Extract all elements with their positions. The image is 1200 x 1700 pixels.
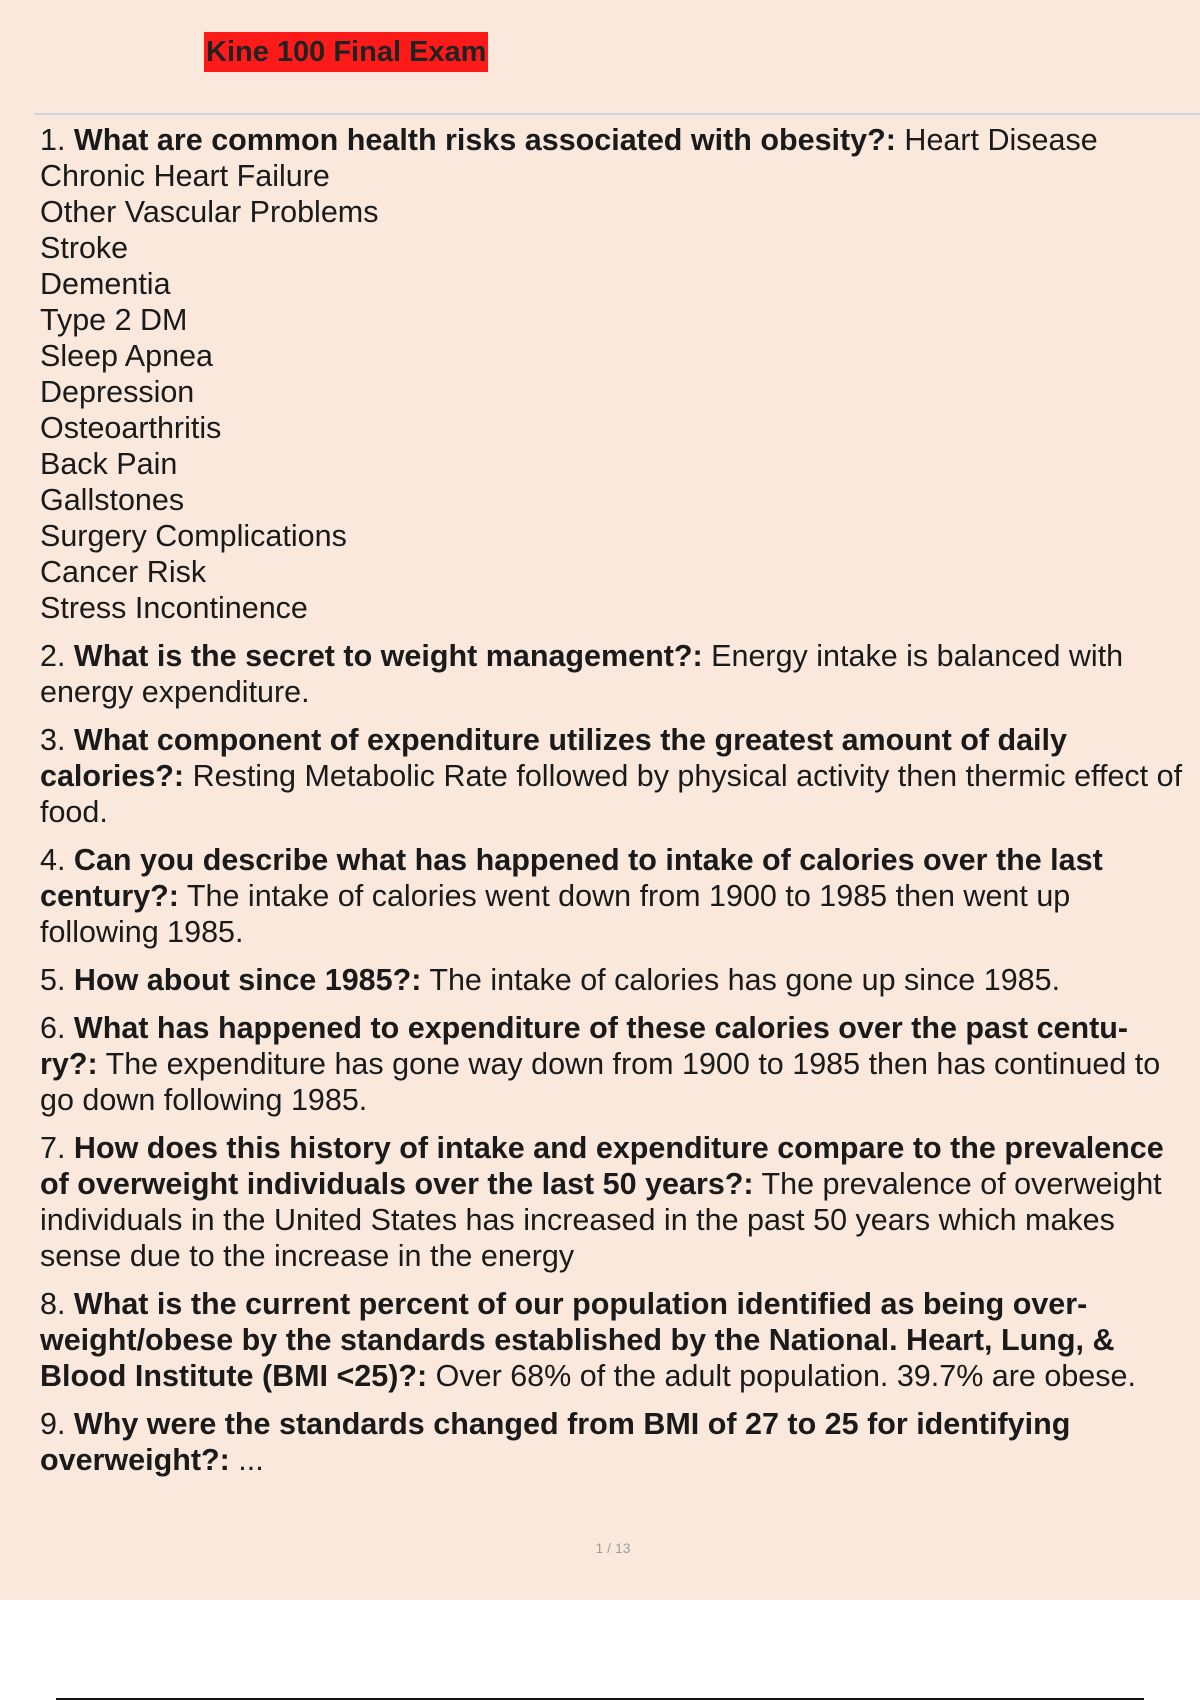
question-number: 7. bbox=[40, 1131, 66, 1165]
answer-line: Other Vascular Problems bbox=[40, 195, 379, 229]
question-number: 6. bbox=[40, 1011, 66, 1045]
question-number: 2. bbox=[40, 639, 66, 673]
answer-text: The intake of calories has gone up since 1985. bbox=[429, 963, 1061, 997]
answer-line: Osteoarthritis bbox=[40, 411, 222, 445]
question-text: What component of expenditure utilizes the greatest amount of daily calories?: bbox=[40, 723, 1067, 793]
question-item bbox=[40, 842, 1194, 950]
answer-line: Cancer Risk bbox=[40, 555, 207, 589]
answer-line: Back Pain bbox=[40, 447, 178, 481]
answer-list bbox=[40, 158, 1194, 626]
answer-text: The intake of calories went down from 1900 to 1985 then went up following 1985. bbox=[40, 879, 1071, 949]
answer-line: Chronic Heart Failure bbox=[40, 159, 330, 193]
question-number: 3. bbox=[40, 723, 66, 757]
answer-text: ... bbox=[238, 1443, 264, 1477]
question-item bbox=[40, 1406, 1194, 1478]
question-item bbox=[40, 1130, 1194, 1274]
title-divider bbox=[34, 113, 1200, 115]
answer-text: The expenditure has gone way down from 1900 to 1985 then has continued to go down following 1985. bbox=[40, 1047, 1161, 1117]
answer-line: Stroke bbox=[40, 231, 129, 265]
answer-line: Dementia bbox=[40, 267, 171, 301]
answer-text: Energy intake is balanced with energy expenditure. bbox=[40, 639, 1124, 709]
question-item bbox=[40, 962, 1194, 998]
answer-line: Gallstones bbox=[40, 483, 185, 517]
question-text: What is the current percent of our population identified as being over- weight/obese by the standards established by the National. Heart, Lung, & Blood Institute (BMI <25)?: bbox=[40, 1287, 1115, 1393]
document-title: Kine 100 Final Exam bbox=[204, 32, 488, 72]
question-list bbox=[40, 122, 1194, 1490]
answer-line: Depression bbox=[40, 375, 195, 409]
question-item bbox=[40, 722, 1194, 830]
question-item bbox=[40, 638, 1194, 710]
page-indicator: 1 / 13 bbox=[595, 1540, 631, 1556]
answer-line: Type 2 DM bbox=[40, 303, 188, 337]
question-text: How does this history of intake and expenditure compare to the prevalence of overweight individuals over the last 50 years?: bbox=[40, 1131, 1164, 1201]
question-item bbox=[40, 1286, 1194, 1394]
question-text: Why were the standards changed from BMI of 27 to 25 for identifying overweight?: bbox=[40, 1407, 1071, 1477]
question-item bbox=[40, 1010, 1194, 1118]
question-number: 4. bbox=[40, 843, 66, 877]
answer-text: Over 68% of the adult population. 39.7% are obese. bbox=[435, 1359, 1136, 1393]
question-number: 8. bbox=[40, 1287, 66, 1321]
question-number: 5. bbox=[40, 963, 66, 997]
question-text: How about since 1985?: bbox=[73, 963, 422, 997]
question-text: What has happened to expenditure of these calories over the past centu- ry?: bbox=[40, 1011, 1129, 1081]
answer-text: Heart Disease bbox=[904, 123, 1098, 157]
question-text: What is the secret to weight management?: bbox=[73, 639, 703, 673]
answer-line: Surgery Complications bbox=[40, 519, 347, 553]
answer-line: Stress Incontinence bbox=[40, 591, 308, 625]
question-number: 9. bbox=[40, 1407, 66, 1441]
question-text: Can you describe what has happened to intake of calories over the last century?: bbox=[40, 843, 1103, 913]
answer-text: Resting Metabolic Rate followed by physical activity then thermic effect of food. bbox=[40, 759, 1183, 829]
question-number: 1. bbox=[40, 123, 66, 157]
answer-line: Sleep Apnea bbox=[40, 339, 213, 373]
question-item bbox=[40, 122, 1194, 626]
answer-text: The prevalence of overweight individuals in the United States has increased in the past 50 years which makes sense due to the increase in the energy bbox=[40, 1167, 1162, 1273]
question-text: What are common health risks associated with obesity?: bbox=[73, 123, 896, 157]
